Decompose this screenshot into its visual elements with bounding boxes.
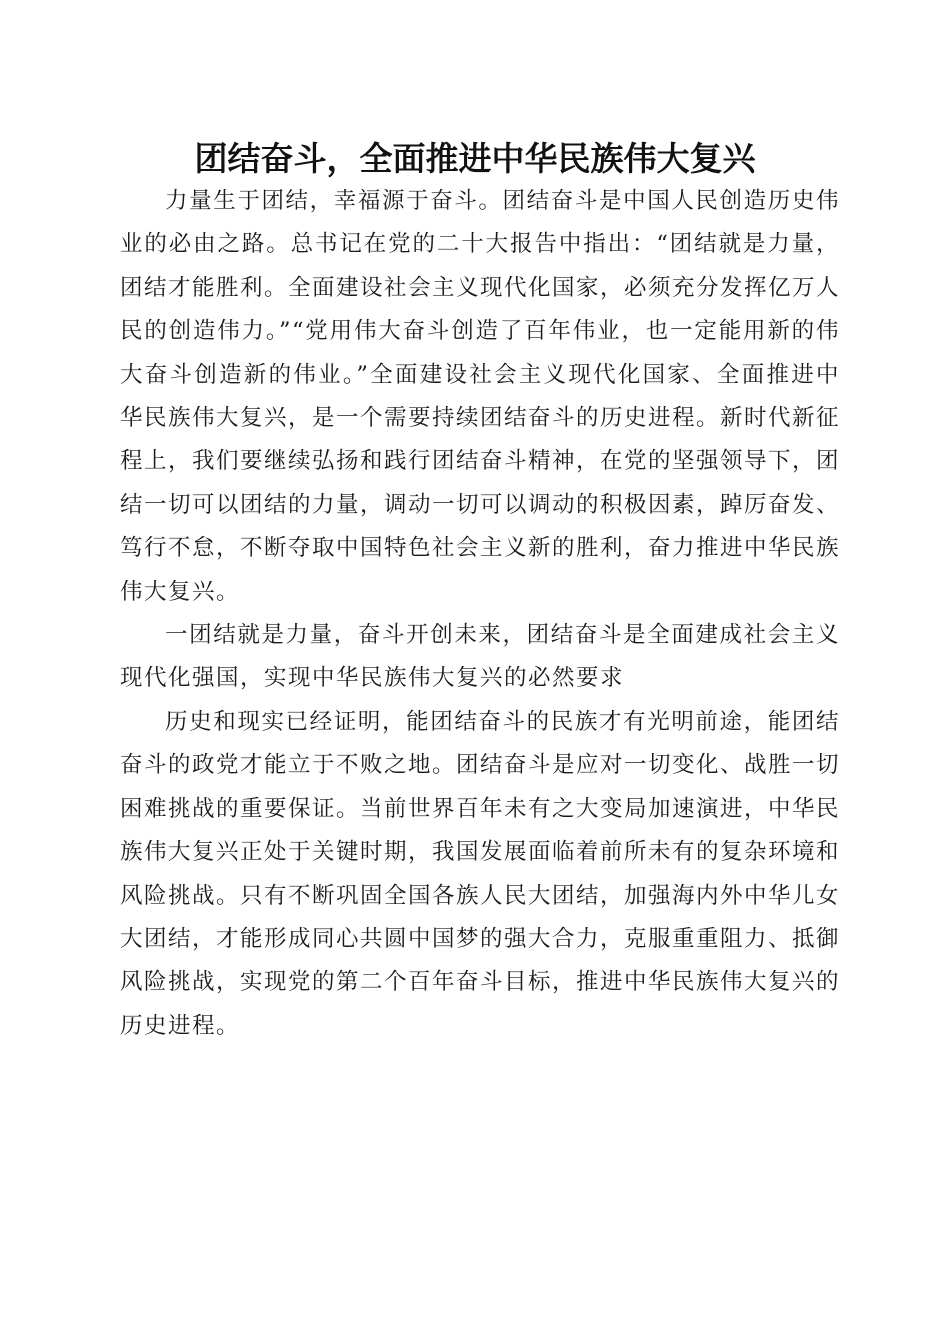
paragraph-history: 历史和现实已经证明，能团结奋斗的民族才有光明前途，能团结奋斗的政党才能立于不败之地。团结奋斗是应对一切变化、战胜一切困难挑战的重要保证。当前世界百年未有之大变局加速演进，中华民族伟大复兴正处于关键时期，我国发展面临着前所未有的复杂环境和风险挑战。只有不断巩固全国各族人民大团结，加强海内外中华儿女大团结，才能形成同心共圆中国梦的强大合力，克服重重阻力、抵御风险挑战，实现党的第二个百年奋斗目标，推进中华民族伟大复兴的历史进程。 — [120, 708, 841, 1039]
paragraph-intro: 力量生于团结，幸福源于奋斗。团结奋斗是中国人民创造历史伟业的必由之路。总书记在党的二十大报告中指出：“团结就是力量，团结才能胜利。全面建设社会主义现代化国家，必须充分发挥亿万人民的创造伟力。”“党用伟大奋斗创造了百年伟业，也一定能用新的伟大奋斗创造新的伟业。”全面建设社会主义现代化国家、全面推进中华民族伟大复兴，是一个需要持续团结奋斗的历史进程。新时代新征程上，我们要继续弘扬和践行团结奋斗精神，在党的坚强领导下，团结一切可以团结的力量，调动一切可以调动的积极因素，踔厉奋发、笃行不怠，不断夺取中国特色社会主义新的胜利，奋力推进中华民族伟大复兴。 — [120, 188, 841, 605]
document-title: 团结奋斗，全面推进中华民族伟大复兴 — [194, 139, 756, 178]
document-body — [120, 180, 840, 1048]
section-heading: 一团结就是力量，奋斗开创未来，团结奋斗是全面建成社会主义现代化强国，实现中华民族伟大复兴的必然要求 — [120, 622, 840, 692]
